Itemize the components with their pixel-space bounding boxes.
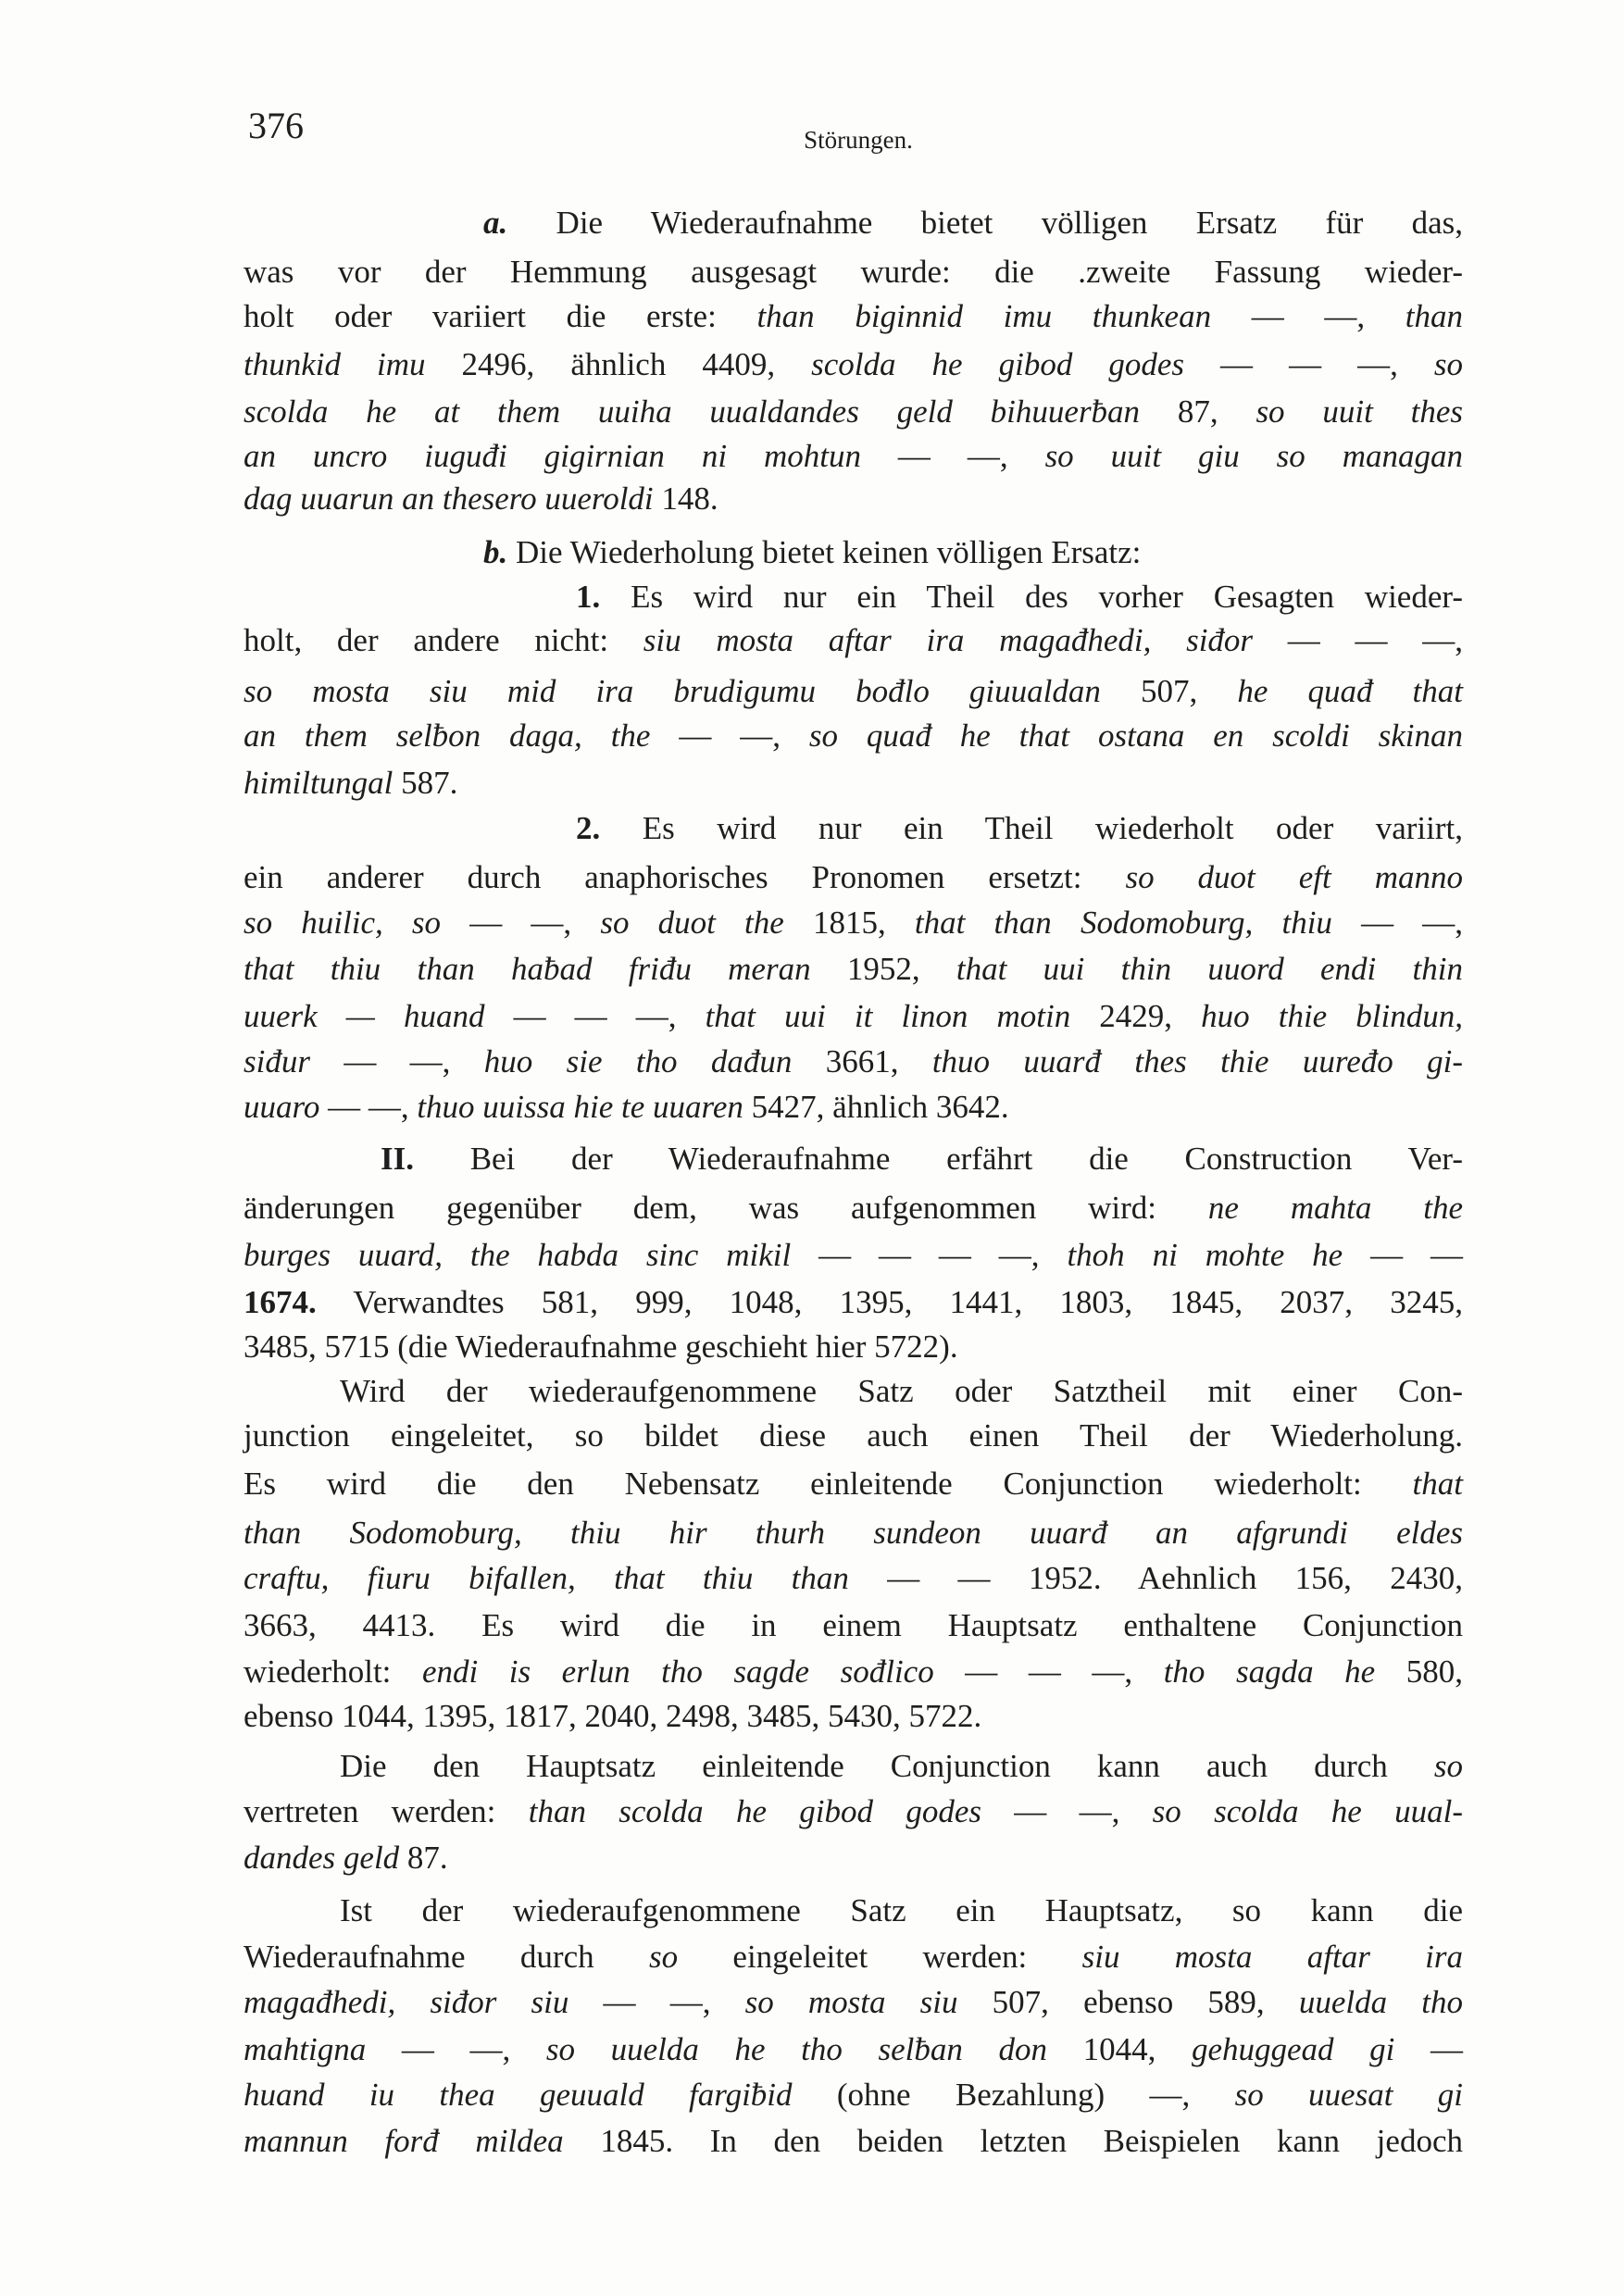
text-line [244, 1649, 1463, 1695]
text-line [244, 1324, 1463, 1370]
italic-quotation: that than Sodomoburg, thiu [914, 905, 1332, 941]
roman-text: Bei der Wiederaufnahme erfährt die Construction Ver- [414, 1141, 1463, 1177]
roman-text: — —, [568, 1984, 745, 2020]
text-line [483, 200, 1463, 246]
roman-text: — —, [981, 1793, 1153, 1829]
text-line [244, 342, 1463, 388]
roman-text: Ist der wiederaufgenommene Satz ein Hauptsatz, so kann die [340, 1892, 1463, 1928]
italic-quotation: gehuggead gi [1191, 2031, 1395, 2067]
section-marker: 2. [576, 810, 601, 846]
italic-quotation: huo sie tho dađun [483, 1043, 793, 1079]
italic-quotation: so duot the [600, 905, 784, 941]
roman-text: (ohne Bezahlung) —, [792, 2077, 1235, 2113]
roman-text: vertreten werden: [244, 1793, 529, 1829]
italic-quotation: uuelda tho [1298, 1984, 1463, 2020]
italic-quotation: so uuit giu so managan [1044, 438, 1463, 474]
roman-text: 587. [393, 765, 458, 801]
roman-text: 87. [399, 1840, 448, 1876]
roman-text: 5427, ähnlich 3642. [743, 1089, 1009, 1125]
italic-quotation: so uuit thes [1255, 393, 1463, 430]
roman-text: — — 1952. Aehnlich 156, 2430, [848, 1560, 1463, 1596]
roman-text: Verwandtes 581, 999, 1048, 1395, 1441, 1803, 1845, 2037, 3245, [316, 1284, 1463, 1320]
text-line [244, 1789, 1463, 1835]
italic-quotation: mahtigna [244, 2031, 367, 2067]
italic-quotation: so [1433, 1748, 1463, 1784]
text-line [244, 1461, 1463, 1507]
italic-quotation: than [1405, 298, 1463, 334]
italic-quotation: so huilic, so [244, 905, 442, 941]
italic-quotation: scolda he at them uuiha uualdandes geld bihuuerƀan [244, 393, 1141, 430]
italic-quotation: huand iu thea geuuald fargiƀid [244, 2077, 793, 2113]
text-line [244, 713, 1463, 759]
italic-quotation: so mosta siu [744, 1984, 958, 2020]
text-line [244, 900, 1463, 946]
roman-text: — [1394, 2031, 1464, 2067]
text-line [244, 1039, 1463, 1085]
italic-quotation: thuo uuarđ thes thie uuređo gi- [931, 1043, 1463, 1079]
italic-quotation: thoh ni mohte he [1067, 1237, 1343, 1273]
italic-quotation: that [1412, 1466, 1463, 1502]
running-head: Störungen. [804, 126, 913, 154]
italic-quotation: so uuesat gi [1234, 2077, 1463, 2113]
text-line [244, 1693, 1463, 1740]
text-line [244, 760, 1463, 806]
roman-text: 1815, [783, 905, 915, 941]
italic-quotation: so duot eft manno [1125, 859, 1463, 895]
italic-quotation: endi is erlun tho sagde sođlico [421, 1653, 934, 1690]
italic-quotation: tho sagda he [1163, 1653, 1376, 1690]
italic-quotation: so scolda he uual- [1152, 1793, 1464, 1829]
roman-text: ebenso 1044, 1395, 1817, 2040, 2498, 3485, 5430, 5722. [244, 1698, 982, 1734]
page-number: 376 [248, 105, 304, 146]
roman-text: änderungen gegenüber dem, was aufgenommen wird: [244, 1190, 1208, 1226]
text-line [244, 1279, 1463, 1326]
italic-quotation: he quađ that [1237, 673, 1463, 709]
text-line [244, 249, 1463, 295]
section-marker: 1674. [244, 1284, 317, 1320]
italic-quotation: so mosta siu mid ira brudigumu bođlo giuualdan [244, 673, 1101, 709]
roman-text: holt, der andere nicht: [244, 622, 643, 658]
roman-text: was vor der Hemmung ausgesagt wurde: die .zweite Fassung wieder- [244, 254, 1463, 290]
text-line [244, 618, 1463, 664]
text-line [244, 1979, 1463, 2026]
italic-quotation: thunkid imu [244, 346, 426, 382]
text-line [340, 1368, 1463, 1415]
italic-quotation: that uui it linon motin [705, 998, 1071, 1034]
italic-quotation: than Sodomoburg, thiu hir thurh sundeon uuarđ an afgrundi eldes [244, 1515, 1463, 1551]
roman-text: Wird der wiederaufgenommene Satz oder Satztheil mit einer Con- [340, 1373, 1463, 1409]
roman-text: 507, [1100, 673, 1238, 709]
roman-text: — —, [441, 905, 601, 941]
section-marker: 1. [576, 579, 601, 615]
text-line [483, 530, 1463, 576]
text-line [244, 2072, 1463, 2118]
text-line [244, 1413, 1463, 1459]
roman-text: 1952, [810, 951, 956, 987]
roman-text: Die den Hauptsatz einleitende Conjunction kann auch durch [340, 1748, 1434, 1784]
roman-text: — — —, [1253, 622, 1463, 658]
text-line [244, 2118, 1463, 2165]
italic-quotation: siu mosta aftar ira magađhedi, siđor [643, 622, 1254, 658]
italic-quotation: so quađ he that ostana en scoldi skinan [808, 718, 1463, 754]
roman-text: 1044, [1046, 2031, 1192, 2067]
italic-quotation: himiltungal [244, 765, 394, 801]
italic-quotation: uuaro [244, 1089, 320, 1125]
italic-quotation: than scolda he gibod godes [528, 1793, 981, 1829]
text-line [244, 1603, 1463, 1649]
text-line [244, 1084, 1463, 1130]
italic-quotation: an them selƀon daga, the [244, 718, 651, 754]
roman-text: — — —, [1184, 346, 1434, 382]
italic-quotation: siđur [244, 1043, 310, 1079]
roman-text: junction eingeleitet, so bildet diese auch einen Theil der Wiederholung. [244, 1417, 1463, 1454]
text-line [244, 293, 1463, 340]
roman-text: — —, [861, 438, 1045, 474]
text-line [244, 855, 1463, 901]
italic-quotation: an uncro iuguđi gigirnian ni mohtun [244, 438, 861, 474]
roman-text: Es wird die den Nebensatz einleitende Conjunction wiederholt: [244, 1466, 1413, 1502]
roman-text: — —, [366, 2031, 546, 2067]
roman-text: — —, [650, 718, 809, 754]
roman-text: — —, [1211, 298, 1405, 334]
italic-quotation: ne mahta the [1207, 1190, 1464, 1226]
italic-quotation: so [1433, 346, 1463, 382]
italic-quotation: huo thie blindun, [1201, 998, 1463, 1034]
section-marker: a. [483, 205, 508, 241]
italic-quotation: scolda he gibod godes [811, 346, 1185, 382]
roman-text: ein anderer durch anaphorisches Pronomen ersetzt: [244, 859, 1126, 895]
roman-text: holt oder variiert die erste: [244, 298, 757, 334]
roman-text: — — [1343, 1237, 1463, 1273]
italic-quotation: dag uuarun an thesero uueroldi [244, 480, 654, 517]
roman-text: eingeleitet werden: [678, 1939, 1082, 1975]
italic-quotation: so [648, 1939, 679, 1975]
text-line [244, 993, 1463, 1040]
roman-text: 2496, ähnlich 4409, [425, 346, 812, 382]
text-line [576, 805, 1463, 852]
roman-text: 2429, [1070, 998, 1202, 1034]
italic-quotation: mannun forđ mildea [244, 2123, 564, 2159]
text-line [244, 389, 1463, 435]
text-line [244, 1934, 1463, 1980]
roman-text: — — —, [933, 1653, 1164, 1690]
section-marker: b. [483, 534, 508, 570]
text-line [244, 1555, 1463, 1602]
section-marker: II. [381, 1141, 414, 1177]
roman-text: — —, [1331, 905, 1464, 941]
roman-text: 87, [1140, 393, 1256, 430]
roman-text: 3663, 4413. Es wird die in einem Hauptsatz enthaltene Conjunction [244, 1607, 1463, 1643]
italic-quotation: uuerk — huand [244, 998, 485, 1034]
text-line [340, 1743, 1463, 1790]
roman-text: wiederholt: [244, 1653, 422, 1690]
italic-quotation: dandes geld [244, 1840, 400, 1876]
roman-text: 3485, 5715 (die Wiederaufnahme geschieht hier 5722). [244, 1329, 958, 1365]
italic-quotation: so uuelda he tho selƀan don [545, 2031, 1047, 2067]
roman-text: — —, [319, 1089, 418, 1125]
text-line [244, 668, 1463, 715]
roman-text: 148. [653, 480, 718, 517]
text-line [244, 476, 1463, 522]
roman-text: Es wird nur ein Theil des vorher Gesagten wieder- [600, 579, 1463, 615]
roman-text: — — — —, [791, 1237, 1068, 1273]
roman-text: — —, [309, 1043, 484, 1079]
text-line [244, 946, 1463, 992]
roman-text: 580, [1375, 1653, 1464, 1690]
roman-text: 3661, [792, 1043, 932, 1079]
roman-text: 1845. In den beiden letzten Beispielen kann jedoch [563, 2123, 1463, 2159]
italic-quotation: siu mosta aftar ira [1081, 1939, 1463, 1975]
text-line [576, 574, 1463, 620]
text-line [244, 1185, 1463, 1231]
text-line [244, 433, 1463, 480]
italic-quotation: that thiu than haƀad friđu meran [244, 951, 811, 987]
roman-text: — — —, [484, 998, 706, 1034]
italic-quotation: craftu, fiuru bifallen, that thiu than [244, 1560, 849, 1596]
roman-text: 507, ebenso 589, [957, 1984, 1299, 2020]
italic-quotation: burges uuard, the habda sinc mikil [244, 1237, 792, 1273]
text-line [340, 1888, 1463, 1934]
text-line [244, 2027, 1463, 2073]
text-line [244, 1232, 1463, 1279]
roman-text: Es wird nur ein Theil wiederholt oder variirt, [600, 810, 1463, 846]
italic-quotation: thuo uuissa hie te uuaren [417, 1089, 743, 1125]
roman-text: Die Wiederholung bietet keinen völligen Ersatz: [507, 534, 1142, 570]
roman-text: Die Wiederaufnahme bietet völligen Ersatz für das, [507, 205, 1463, 241]
text-line [244, 1510, 1463, 1556]
text-line [244, 1835, 1463, 1881]
italic-quotation: than biginnid imu thunkean [756, 298, 1212, 334]
text-line [381, 1136, 1463, 1182]
roman-text: Wiederaufnahme durch [244, 1939, 649, 1975]
italic-quotation: magađhedi, siđor siu [244, 1984, 569, 2020]
italic-quotation: that uui thin uuord endi thin [956, 951, 1464, 987]
